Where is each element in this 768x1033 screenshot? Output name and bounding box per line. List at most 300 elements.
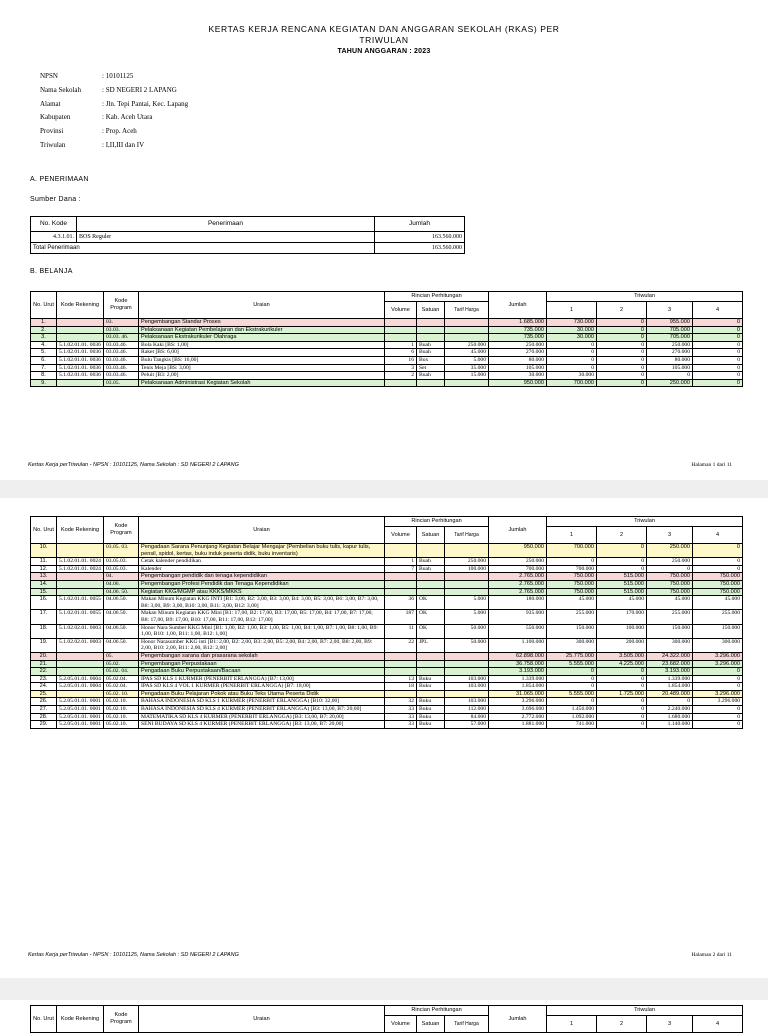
cell-sat: Buah [417, 565, 445, 573]
table-row [31, 721, 743, 729]
cell-sat: Buku [417, 683, 445, 691]
header-rincian: Rincian Perhitungan [385, 292, 489, 302]
info-label: Nama Sekolah [40, 86, 82, 94]
cell-tarif: 5.000 [445, 356, 489, 364]
cell-jumlah: 62.898.000 [489, 652, 547, 660]
cell-sat: Set [417, 364, 445, 372]
cell-jumlah: 735.000 [489, 326, 547, 334]
cell-uraian: BAHASA INDONESIA SD KLS 1 KURMER (PENERBIT ERLANGGA) [B10: 32,00] [139, 698, 385, 706]
header-kode-program: Kode Program [104, 1006, 139, 1033]
cell-sat: OK [417, 596, 445, 610]
cell-t3: 270.000 [647, 349, 693, 357]
cell-t2: 0 [597, 379, 647, 387]
table-row [31, 638, 743, 652]
header-triwulan: Triwulan [547, 517, 743, 527]
cell-tarif: 50.000 [445, 624, 489, 638]
info-value: : I,II,III dan IV [102, 141, 145, 149]
cell-rek: 5.1.02.02.01. 0003 [57, 624, 104, 638]
cell-uraian: MATEMATIKA SD KLS 4 KURMER (PENERBIT ERLANGGA) [B3: 13,00, B7: 20,00] [139, 713, 385, 721]
cell-sat: Buah [417, 341, 445, 349]
cell-t4: 300.000 [693, 638, 743, 652]
cell-jumlah: 31.065.000 [489, 690, 547, 698]
cell-t1: 750.000 [547, 588, 597, 596]
header-kode-program: Kode Program [104, 292, 139, 319]
cell-vol: 1 [385, 341, 417, 349]
header-no-urut: No. Urut [31, 1006, 57, 1033]
header-triwulan-3: 3 [647, 1016, 693, 1033]
cell-rek: 5.2.05.01.01. 0004 [57, 675, 104, 683]
cell-prog: 05.02.10. [104, 706, 139, 714]
cell-no: 2. [31, 326, 57, 334]
cell-rek: 5.2.05.01.01. 0001 [57, 698, 104, 706]
cell-t1: 0 [547, 668, 597, 676]
cell-t2: 0 [597, 721, 647, 729]
cell-vol [385, 319, 417, 327]
cell-vol [385, 580, 417, 588]
header-volume: Volume [385, 302, 417, 319]
cell-vol: 18 [385, 683, 417, 691]
cell-vol: 6 [385, 349, 417, 357]
header-satuan: Satuan [417, 527, 445, 544]
cell-t4: 0 [693, 721, 743, 729]
cell-vol: 13 [385, 675, 417, 683]
cell-vol: 36 [385, 596, 417, 610]
table-row [31, 379, 743, 387]
cell-t1: 30.000 [547, 326, 597, 334]
cell-prog: 03.05. 03. [104, 544, 139, 558]
cell-prog: 05.02.10. [104, 721, 139, 729]
cell-t3: 750.000 [647, 573, 693, 581]
header-kode-program: Kode Program [104, 517, 139, 544]
cell-no: 23. [31, 675, 57, 683]
header-jumlah: Jumlah [489, 292, 547, 319]
cell-t3: 705.000 [647, 334, 693, 342]
penerimaan-jumlah: 163.560.000 [375, 232, 465, 243]
cell-jumlah: 270.000 [489, 349, 547, 357]
cell-jumlah: 80.000 [489, 356, 547, 364]
cell-t3: 2.240.000 [647, 706, 693, 714]
cell-rek [57, 544, 104, 558]
cell-prog: 05.02. 04. [104, 668, 139, 676]
cell-t3: 20.489.000 [647, 690, 693, 698]
table-row [31, 610, 743, 624]
header-triwulan-2: 2 [597, 1016, 647, 1033]
header-triwulan-4: 4 [693, 527, 743, 544]
cell-jumlah: 250.000 [489, 341, 547, 349]
cell-t2: 0 [597, 349, 647, 357]
cell-tarif: 100.000 [445, 565, 489, 573]
cell-no: 12. [31, 565, 57, 573]
penerimaan-row [31, 232, 465, 243]
cell-t4: 3.296.000 [693, 698, 743, 706]
cell-tarif [445, 379, 489, 387]
cell-prog: 03.05.03. [104, 565, 139, 573]
cell-vol [385, 573, 417, 581]
section-penerimaan-heading: A. PENERIMAAN [30, 176, 89, 183]
cell-t1: 730.000 [547, 319, 597, 327]
cell-no: 14. [31, 580, 57, 588]
cell-sat: Buah [417, 558, 445, 566]
cell-prog: 05.02.10. [104, 698, 139, 706]
doc-title-line-2: TRIWULAN [359, 35, 409, 45]
cell-t4: 750.000 [693, 573, 743, 581]
table-row [31, 668, 743, 676]
cell-rek: 5.2.05.01.01. 0001 [57, 721, 104, 729]
cell-sat [417, 334, 445, 342]
cell-prog: 05.02.10. [104, 713, 139, 721]
cell-uraian: Pengembangan Perpustakaan [139, 660, 385, 668]
cell-prog: 03.03. [104, 326, 139, 334]
header-volume: Volume [385, 1016, 417, 1033]
cell-no: 3. [31, 334, 57, 342]
cell-t2: 3.505.000 [597, 652, 647, 660]
cell-jumlah: 1.854.000 [489, 683, 547, 691]
cell-vol [385, 334, 417, 342]
cell-rek: 5.1.02.01.01. 0036 [57, 349, 104, 357]
cell-uraian: IPAS SD KLS 1 KURMER (PENERBIT ERLANGGA) [B7: 13,00] [139, 675, 385, 683]
table-row [31, 573, 743, 581]
cell-t3: 24.322.000 [647, 652, 693, 660]
cell-t1: 300.000 [547, 638, 597, 652]
cell-t2: 0 [597, 668, 647, 676]
cell-sat: Buah [417, 349, 445, 357]
table-row [31, 580, 743, 588]
cell-t4: 0 [693, 565, 743, 573]
penerimaan-table [30, 216, 465, 254]
info-label: Kabupaten [40, 113, 71, 121]
cell-jumlah: 3.296.000 [489, 698, 547, 706]
cell-no: 27. [31, 706, 57, 714]
cell-t2: 100.000 [597, 624, 647, 638]
cell-t1: 0 [547, 349, 597, 357]
cell-no: 15. [31, 588, 57, 596]
page-number: Halaman 2 dari 11 [691, 952, 732, 958]
cell-t2: 0 [597, 706, 647, 714]
cell-t1: 741.000 [547, 721, 597, 729]
cell-t3: 150.000 [647, 624, 693, 638]
cell-vol: 187 [385, 610, 417, 624]
cell-no: 5. [31, 349, 57, 357]
cell-prog: 04. [104, 573, 139, 581]
header-triwulan-4: 4 [693, 302, 743, 319]
cell-rek [57, 573, 104, 581]
cell-rek: 5.1.02.01.01. 0024 [57, 558, 104, 566]
cell-uraian: Tenis Meja [BS: 3,00] [139, 364, 385, 372]
cell-jumlah: 950.000 [489, 379, 547, 387]
cell-t1: 45.000 [547, 596, 597, 610]
cell-t1: 5.555.000 [547, 690, 597, 698]
page-separator [0, 480, 768, 498]
header-penerimaan: Penerimaan [77, 217, 375, 232]
header-no-kode: No. Kode [31, 217, 77, 232]
table-row [31, 565, 743, 573]
cell-tarif: 103.000 [445, 675, 489, 683]
cell-sat [417, 690, 445, 698]
cell-t4: 750.000 [693, 580, 743, 588]
cell-uraian: Honor Narasumber KKG inti [B1: 2,00, B2: 2,00, B3: 2,00, B5: 2,00, B4: 2,00, B7: 2,00, B8: 2,00, B9: 2,00, B10: 2,00, B11: 2,00, B12: 2,00] [139, 638, 385, 652]
cell-uraian: Makan Minum Kegiatan KKG Mini [B1: 17,00, B2: 17,00, B3: 17,00, B5: 17,00, B4: 17,00, B7: 17,00, B8: 17,00, B9: 17,00, B10: 17,00, B11: 17,00, B12: 17,00] [139, 610, 385, 624]
cell-uraian: IPAS SD KLS 4 VOL 1 KURMER (PENERBIT ERLANGGA) [B7: 18,00] [139, 683, 385, 691]
cell-t3: 0 [647, 372, 693, 380]
section-belanja-heading: B. BELANJA [30, 268, 73, 275]
cell-sat: Buku [417, 706, 445, 714]
cell-vol: 7 [385, 565, 417, 573]
cell-tarif [445, 690, 489, 698]
cell-sat [417, 660, 445, 668]
cell-t2: 0 [597, 675, 647, 683]
cell-t3: 750.000 [647, 580, 693, 588]
cell-prog: 04.06.50. [104, 610, 139, 624]
cell-no: 28. [31, 713, 57, 721]
header-triwulan-3: 3 [647, 527, 693, 544]
cell-no: 13. [31, 573, 57, 581]
cell-vol [385, 588, 417, 596]
cell-t3: 250.000 [647, 544, 693, 558]
cell-t4: 150.000 [693, 624, 743, 638]
cell-sat: Buku [417, 698, 445, 706]
info-value: : SD NEGERI 2 LAPANG [102, 86, 177, 94]
page-number: Halaman 1 dari 11 [691, 462, 732, 468]
cell-rek: 5.1.02.01.01. 0055 [57, 596, 104, 610]
cell-uraian: Makan Minum Kegiatan KKG INTI [B1: 3,00, B2: 3,00, B3: 3,00, B4: 3,00, B5: 3,00, B6: 3,00, B7: 3,00, B8: 3,00, B9: 3,00, B10: 3,00, B11: 3,00, B12: 3,00] [139, 596, 385, 610]
cell-prog: 05.02.04. [104, 675, 139, 683]
cell-prog: 04.06. 50. [104, 588, 139, 596]
cell-rek [57, 319, 104, 327]
cell-vol [385, 544, 417, 558]
cell-t4: 0 [693, 713, 743, 721]
cell-uraian: Pelaksanaan Kegiatan Pembelajaran dan Ekstrakurikuler [139, 326, 385, 334]
table-row [31, 319, 743, 327]
cell-no: 11. [31, 558, 57, 566]
cell-t2: 170.000 [597, 610, 647, 624]
cell-tarif: 35.000 [445, 364, 489, 372]
cell-tarif [445, 588, 489, 596]
cell-t3: 0 [647, 698, 693, 706]
cell-uraian: Pengembangan Standar Proses [139, 319, 385, 327]
cell-no: 26. [31, 698, 57, 706]
cell-jumlah: 735.000 [489, 334, 547, 342]
cell-uraian: SENI BUDAYA SD KLS 4 KURMER (PENERBIT ERLANGGA) [B3: 13,00, B7: 20,00] [139, 721, 385, 729]
cell-vol: 2 [385, 372, 417, 380]
cell-t4: 0 [693, 558, 743, 566]
cell-tarif: 84.000 [445, 713, 489, 721]
cell-prog: 05.02. [104, 660, 139, 668]
table-row [31, 364, 743, 372]
cell-prog: 03.03.46. [104, 356, 139, 364]
table-row [31, 660, 743, 668]
cell-tarif [445, 319, 489, 327]
header-kode-rekening: Kode Rekening [57, 292, 104, 319]
cell-rek [57, 652, 104, 660]
cell-tarif [445, 326, 489, 334]
cell-t4: 750.000 [693, 588, 743, 596]
cell-vol: 33 [385, 706, 417, 714]
cell-t2: 0 [597, 326, 647, 334]
cell-t1: 5.555.000 [547, 660, 597, 668]
cell-vol [385, 652, 417, 660]
cell-jumlah: 1.339.000 [489, 675, 547, 683]
header-triwulan: Triwulan [547, 292, 743, 302]
cell-t3: 255.000 [647, 610, 693, 624]
total-label: Total Penerimaan [31, 243, 375, 254]
header-no-urut: No. Urut [31, 517, 57, 544]
cell-sat [417, 580, 445, 588]
table-row [31, 326, 743, 334]
cell-jumlah: 2.765.000 [489, 588, 547, 596]
info-row-kabupaten [40, 113, 340, 123]
cell-sat [417, 668, 445, 676]
cell-sat: Box [417, 356, 445, 364]
table-row [31, 356, 743, 364]
header-tarif: Tarif Harga [445, 527, 489, 544]
cell-t1: 30.000 [547, 372, 597, 380]
info-value: : Kab. Aceh Utara [102, 113, 153, 121]
table-row [31, 372, 743, 380]
cell-jumlah: 3.193.000 [489, 668, 547, 676]
cell-uraian: Bola Kaki [BS: 1,00] [139, 341, 385, 349]
cell-vol: 3 [385, 364, 417, 372]
cell-no: 22. [31, 668, 57, 676]
cell-t1: 1.092.000 [547, 713, 597, 721]
cell-prog: 03. [104, 319, 139, 327]
cell-rek: 5.2.05.01.01. 0004 [57, 683, 104, 691]
cell-t1: 700.000 [547, 379, 597, 387]
cell-jumlah: 2.765.000 [489, 580, 547, 588]
cell-rek: 5.1.02.01.01. 0036 [57, 356, 104, 364]
cell-t3: 105.000 [647, 364, 693, 372]
cell-t4: 0 [693, 334, 743, 342]
cell-uraian: Honor Nara Sumber KKG Mini [B1: 1,00, B2: 1,00, B3: 1,00, B5: 1,00, B4: 1,00, B7: 1,00, B8: 1,00, B9: 1,00, B10: 1,00, B11: 1,00, B12: 1,00] [139, 624, 385, 638]
cell-t2: 45.000 [597, 596, 647, 610]
header-uraian: Uraian [139, 292, 385, 319]
cell-rek: 5.1.02.01.01. 0036 [57, 341, 104, 349]
document-page-1 [0, 0, 768, 480]
cell-rek [57, 690, 104, 698]
cell-tarif: 15.000 [445, 372, 489, 380]
cell-tarif [445, 652, 489, 660]
cell-vol [385, 660, 417, 668]
cell-t3: 1.680.000 [647, 713, 693, 721]
cell-jumlah: 250.000 [489, 558, 547, 566]
table-row [31, 690, 743, 698]
cell-jumlah: 36.758.000 [489, 660, 547, 668]
cell-t2: 0 [597, 341, 647, 349]
cell-t2: 0 [597, 683, 647, 691]
document-page-2 [0, 498, 768, 978]
cell-vol [385, 326, 417, 334]
header-rincian: Rincian Perhitungan [385, 1006, 489, 1016]
penerimaan-kode: 4.3.1.01. [31, 232, 77, 243]
header-triwulan-2: 2 [597, 527, 647, 544]
cell-prog: 04.06.50. [104, 638, 139, 652]
cell-t2: 1.725.000 [597, 690, 647, 698]
cell-sat: OK [417, 624, 445, 638]
cell-jumlah: 30.000 [489, 372, 547, 380]
info-value: : Jln. Tepi Pantai, Kec. Lapang [102, 100, 189, 108]
cell-t4: 0 [693, 683, 743, 691]
page-footer-text: Kertas Kerja perTriwulan - NPSN : 10101125, Nama Sekolah : SD NEGERI 2 LAPANG [28, 952, 239, 958]
cell-prog: 05. [104, 652, 139, 660]
cell-t3: 705.000 [647, 326, 693, 334]
cell-t2: 0 [597, 372, 647, 380]
header-rincian: Rincian Perhitungan [385, 517, 489, 527]
info-value: : Prop. Aceh [102, 127, 137, 135]
info-label: NPSN [40, 72, 58, 80]
cell-jumlah: 2.772.000 [489, 713, 547, 721]
cell-uraian: Pengadaan Buku Perpustakaan/Bacaan [139, 668, 385, 676]
cell-jumlah: 180.000 [489, 596, 547, 610]
penerimaan-total-row [31, 243, 465, 254]
cell-tarif [445, 580, 489, 588]
header-kode-rekening: Kode Rekening [57, 1006, 104, 1033]
cell-t1: 0 [547, 356, 597, 364]
table-row [31, 596, 743, 610]
cell-prog: 03.03.46. [104, 349, 139, 357]
cell-rek [57, 668, 104, 676]
cell-no: 10. [31, 544, 57, 558]
cell-t1: 25.775.000 [547, 652, 597, 660]
cell-vol: 33 [385, 721, 417, 729]
cell-sat: Buah [417, 372, 445, 380]
header-jumlah: Jumlah [489, 1006, 547, 1033]
cell-tarif: 250.000 [445, 558, 489, 566]
cell-rek [57, 379, 104, 387]
cell-no: 4. [31, 341, 57, 349]
cell-t4: 0 [693, 319, 743, 327]
table-row [31, 652, 743, 660]
cell-t2: 0 [597, 698, 647, 706]
header-kode-rekening: Kode Rekening [57, 517, 104, 544]
cell-sat: Buku [417, 713, 445, 721]
cell-uraian: Pengadaan Buku Pelajaran Pokok atau Buku Teks Utama Peserta Didik [139, 690, 385, 698]
cell-t1: 750.000 [547, 573, 597, 581]
cell-no: 9. [31, 379, 57, 387]
cell-t1: 0 [547, 675, 597, 683]
cell-tarif: 45.000 [445, 349, 489, 357]
header-triwulan-4: 4 [693, 1016, 743, 1033]
belanja-table-page-1 [30, 291, 743, 387]
cell-t3: 45.000 [647, 596, 693, 610]
cell-sat [417, 379, 445, 387]
cell-rek [57, 660, 104, 668]
cell-no: 16. [31, 596, 57, 610]
cell-vol: 11 [385, 624, 417, 638]
cell-uraian: Cetak kalender pendidikan [139, 558, 385, 566]
cell-tarif: 103.000 [445, 698, 489, 706]
cell-sat: Buku [417, 721, 445, 729]
cell-prog: 04.06. [104, 580, 139, 588]
cell-rek [57, 334, 104, 342]
cell-t4: 0 [693, 706, 743, 714]
cell-t2: 0 [597, 356, 647, 364]
cell-uraian: Bulu Tangkis [BS: 16,00] [139, 356, 385, 364]
cell-rek: 5.2.05.01.01. 0001 [57, 713, 104, 721]
info-row-alamat [40, 100, 340, 110]
header-triwulan-2: 2 [597, 302, 647, 319]
cell-t2: 515.000 [597, 588, 647, 596]
cell-rek: 5.1.02.01.01. 0024 [57, 565, 104, 573]
cell-t1: 0 [547, 698, 597, 706]
cell-t4: 255.000 [693, 610, 743, 624]
cell-prog: 03.03.46. [104, 372, 139, 380]
cell-t4: 0 [693, 668, 743, 676]
cell-t3: 750.000 [647, 588, 693, 596]
header-jumlah: Jumlah [375, 217, 465, 232]
cell-no: 29. [31, 721, 57, 729]
cell-t2: 0 [597, 319, 647, 327]
cell-prog: 03.05.03. [104, 558, 139, 566]
cell-rek: 5.1.02.01.01. 0055 [57, 610, 104, 624]
